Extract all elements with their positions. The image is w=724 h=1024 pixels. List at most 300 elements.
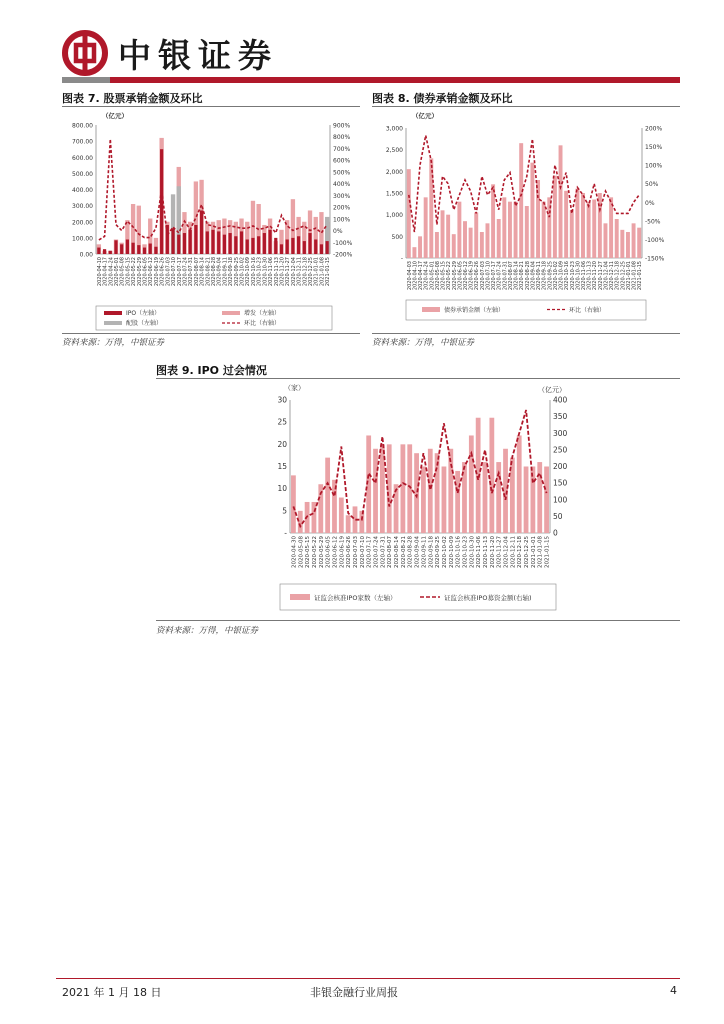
- footer-title: 非银金融行业周报: [310, 986, 398, 999]
- bond-bar: [530, 163, 534, 258]
- ipo-bar: [206, 231, 209, 254]
- x-tick-label: 2020-12-18: [614, 261, 621, 291]
- left-tick-label: -: [284, 528, 287, 538]
- x-tick-label: 2020-05-08: [434, 261, 441, 291]
- x-tick-label: 2020-12-18: [517, 536, 524, 568]
- x-tick-label: 2020-08-14: [513, 261, 520, 291]
- fig7-source: 资料来源：万得，中银证券: [62, 338, 165, 348]
- x-tick-label: 2020-06-26: [346, 536, 353, 568]
- x-tick-label: 2020-07-24: [182, 257, 189, 287]
- ipo-count-bar: [401, 444, 406, 533]
- x-tick-label: 2020-10-02: [552, 261, 559, 291]
- x-tick-label: 2020-12-11: [296, 257, 303, 287]
- x-tick-label: 2020-10-23: [462, 536, 469, 568]
- left-tick-label: 500.00: [72, 170, 93, 178]
- bond-bar: [514, 202, 518, 258]
- bond-bar: [480, 232, 484, 258]
- x-tick-label: 2020-05-08: [298, 536, 305, 568]
- x-tick-label: 2020-07-24: [496, 261, 503, 291]
- ipo-count-bar: [489, 418, 494, 533]
- bond-bar: [412, 247, 416, 258]
- ipo-bar: [189, 230, 192, 254]
- right-tick-label: 100%: [333, 216, 351, 224]
- left-tick-label: 200.00: [72, 219, 93, 227]
- x-tick-label: 2020-11-27: [285, 257, 292, 287]
- ipo-bar: [211, 230, 214, 254]
- ipo-bar: [126, 239, 129, 254]
- bond-bar: [637, 228, 641, 258]
- bond-bar: [592, 200, 596, 259]
- x-tick-label: 2020-05-15: [125, 257, 132, 287]
- x-tick-label: 2020-08-28: [524, 261, 531, 291]
- right-tick-label: 50%: [645, 181, 659, 189]
- x-tick-label: 2020-06-05: [142, 257, 149, 287]
- x-tick-label: 2020-05-22: [446, 261, 453, 291]
- legend-ipo-label: IPO（左轴）: [126, 310, 161, 317]
- left-tick-label: 800.00: [72, 122, 93, 130]
- ipo-bar: [143, 248, 146, 254]
- x-tick-label: 2021-01-08: [631, 261, 638, 291]
- left-tick-label: 25: [277, 417, 287, 427]
- left-tick-label: 500: [391, 233, 403, 241]
- x-tick-label: 2020-07-17: [366, 536, 373, 568]
- x-tick-label: 2020-07-10: [171, 257, 178, 287]
- fig7-source-rule: [62, 333, 360, 334]
- footer-rule: [56, 978, 680, 979]
- bond-bar: [525, 206, 529, 258]
- x-tick-label: 2020-12-18: [302, 257, 309, 287]
- right-tick-label: 100: [553, 495, 568, 505]
- x-tick-label: 2020-10-16: [564, 261, 571, 291]
- right-tick-label: 150%: [645, 144, 663, 152]
- bond-bar: [457, 202, 461, 258]
- right-tick-label: 300: [553, 428, 568, 438]
- ipo-count-bar: [339, 498, 344, 533]
- ipo-bar: [268, 230, 271, 254]
- ipo-bar: [103, 249, 106, 254]
- right-tick-label: 100%: [645, 162, 663, 170]
- x-tick-label: 2020-05-15: [440, 261, 447, 291]
- x-tick-label: 2020-04-24: [423, 261, 430, 291]
- fig8-title-rule: [372, 106, 680, 107]
- legend-qoq-label: 环比（右轴）: [569, 307, 606, 314]
- x-tick-label: 2020-05-22: [311, 536, 318, 568]
- fig9-title-rule: [156, 378, 680, 379]
- left-tick-label: 600.00: [72, 154, 93, 162]
- bond-bar: [604, 223, 608, 258]
- left-tick-label: 10: [277, 484, 287, 494]
- x-tick-label: 2020-12-04: [290, 257, 297, 287]
- left-tick-label: 3,000: [385, 125, 403, 133]
- x-tick-label: 2020-07-10: [485, 261, 492, 291]
- x-tick-label: 2020-07-03: [353, 536, 359, 568]
- right-tick-label: 400%: [333, 181, 351, 189]
- ipo-bar: [251, 238, 254, 254]
- right-tick-label: 300%: [333, 192, 351, 200]
- bond-bar: [587, 202, 591, 258]
- x-tick-label: 2020-09-04: [216, 257, 223, 287]
- bond-bar: [429, 158, 433, 258]
- legend-count-label: 证监会核准IPO家数（左轴）: [314, 594, 397, 602]
- left-tick-label: 5: [282, 506, 287, 516]
- right-tick-label: 200: [553, 462, 568, 471]
- x-tick-label: 2020-05-22: [131, 257, 138, 287]
- x-tick-label: 2020-05-29: [451, 261, 458, 291]
- bond-bar: [519, 143, 523, 258]
- right-tick-label: 0%: [333, 228, 343, 236]
- right-tick-label: 800%: [333, 134, 351, 142]
- left-tick-label: 100.00: [72, 235, 93, 243]
- x-tick-label: 2020-07-10: [359, 536, 366, 568]
- ipo-count-bar: [346, 515, 351, 533]
- x-tick-label: 2020-05-01: [113, 257, 120, 287]
- fig8-title: 图表 8. 债券承销金额及环比: [372, 92, 513, 105]
- fig9-chart: [260, 380, 580, 620]
- x-tick-label: 2020-09-18: [228, 257, 235, 287]
- ipo-count-bar: [407, 444, 412, 533]
- x-tick-label: 2021-01-08: [319, 257, 326, 287]
- right-tick-label: -50%: [645, 218, 661, 226]
- bond-bar: [418, 236, 422, 258]
- x-tick-label: 2020-12-04: [603, 261, 610, 291]
- x-tick-label: 2020-10-09: [245, 257, 252, 287]
- right-tick-label: 900%: [333, 122, 351, 130]
- x-tick-label: 2020-10-16: [455, 536, 462, 568]
- fig9-source-rule: [156, 620, 680, 621]
- x-tick-label: 2020-06-19: [468, 261, 475, 291]
- x-tick-label: 2020-06-19: [153, 257, 160, 287]
- x-tick-label: 2020-08-28: [211, 257, 217, 287]
- ipo-count-bar: [291, 475, 296, 533]
- ipo-count-bar: [373, 449, 378, 533]
- legend-placement-swatch: [222, 311, 240, 315]
- left-tick-label: -: [400, 255, 403, 263]
- x-tick-label: 2020-09-25: [435, 536, 442, 568]
- bond-bar: [632, 223, 636, 258]
- bond-bar: [553, 176, 557, 258]
- ipo-count-bar: [544, 467, 549, 534]
- x-tick-label: 2020-09-11: [222, 257, 229, 287]
- legend-placement-label: 增发（左轴）: [244, 310, 281, 317]
- ipo-bar: [223, 235, 226, 254]
- left-tick-label: 300.00: [72, 203, 93, 211]
- x-tick-label: 2020-06-12: [463, 261, 469, 291]
- ipo-count-bar: [537, 462, 542, 533]
- legend-qoq-label: 环比（右轴）: [244, 320, 281, 327]
- ipo-bar: [303, 241, 306, 254]
- ipo-bar: [246, 239, 249, 254]
- x-tick-label: 2020-11-06: [268, 257, 275, 287]
- legend-amount-label: 债券承销金额（左轴）: [444, 307, 505, 314]
- x-tick-label: 2020-11-13: [483, 536, 489, 568]
- legend-amount-swatch: [422, 307, 440, 312]
- x-tick-label: 2020-05-15: [305, 536, 312, 568]
- bond-bar: [581, 193, 585, 258]
- x-tick-label: 2020-04-10: [412, 261, 419, 291]
- legend-convertible-swatch: [104, 321, 122, 325]
- x-tick-label: 2020-07-03: [479, 261, 486, 291]
- brand-name: 中银证券: [118, 36, 278, 75]
- x-tick-label: 2020-05-29: [136, 257, 143, 287]
- x-tick-label: 2020-07-31: [188, 257, 195, 287]
- ipo-bar: [114, 240, 117, 254]
- x-tick-label: 2020-10-09: [448, 536, 455, 568]
- right-tick-label: 500%: [333, 169, 351, 177]
- ipo-bar: [120, 244, 123, 254]
- left-tick-label: 20: [277, 439, 287, 449]
- fig8-legend-box: [406, 300, 646, 320]
- x-tick-label: 2020-05-01: [429, 261, 436, 291]
- x-tick-label: 2020-06-26: [159, 257, 166, 287]
- x-tick-label: 2020-06-05: [325, 536, 332, 568]
- x-tick-label: 2020-11-27: [496, 536, 503, 568]
- bond-bar: [497, 219, 501, 258]
- x-tick-label: 2020-04-30: [291, 536, 298, 568]
- x-tick-label: 2020-10-09: [558, 261, 565, 291]
- right-tick-label: 150: [553, 478, 568, 488]
- x-tick-label: 2020-07-17: [491, 261, 498, 291]
- bond-bar: [424, 197, 428, 258]
- ipo-bar: [177, 235, 180, 254]
- ipo-count-bar: [428, 449, 433, 533]
- x-tick-label: 2020-09-04: [530, 261, 537, 291]
- footer-date: 2021 年 1 月 18 日: [62, 986, 162, 999]
- right-tick-label: 600%: [333, 157, 351, 165]
- x-tick-label: 2020-09-11: [536, 261, 543, 291]
- x-tick-label: 2021-01-01: [313, 257, 320, 287]
- ipo-bar: [308, 233, 311, 254]
- x-tick-label: 2020-10-02: [239, 257, 246, 287]
- x-tick-label: 2020-10-30: [469, 536, 476, 568]
- x-tick-label: 2020-11-27: [597, 261, 604, 291]
- x-tick-label: 2020-08-07: [387, 536, 394, 568]
- x-tick-label: 2020-10-02: [441, 536, 448, 568]
- right-tick-label: 250: [553, 445, 568, 455]
- bond-bar: [463, 221, 467, 258]
- x-tick-label: 2020-05-08: [119, 257, 126, 287]
- fig9-unit-right: （亿元）: [538, 386, 566, 394]
- ipo-bar: [263, 233, 266, 254]
- fig9-source: 资料来源：万得，中银证券: [156, 626, 259, 636]
- left-tick-label: 1,500: [385, 190, 403, 198]
- bond-bar: [441, 210, 445, 258]
- x-tick-label: 2020-07-24: [373, 536, 380, 568]
- right-tick-label: 350: [553, 412, 568, 422]
- ipo-bar: [194, 225, 197, 254]
- x-tick-label: 2020-12-11: [510, 536, 517, 568]
- x-tick-label: 2020-09-18: [541, 261, 548, 291]
- right-tick-label: -100%: [333, 239, 353, 247]
- x-tick-label: 2020-09-11: [421, 536, 428, 568]
- bond-bar: [620, 230, 624, 258]
- x-tick-label: 2020-08-07: [507, 261, 514, 291]
- right-tick-label: -150%: [645, 255, 665, 263]
- brand-logo-icon: [62, 30, 108, 76]
- ipo-bar: [183, 233, 186, 254]
- fig8-source: 资料来源：万得，中银证券: [372, 338, 475, 348]
- legend-convertible-label: 配股（左轴）: [126, 320, 163, 327]
- ipo-bar: [97, 248, 100, 254]
- bond-bar: [446, 215, 450, 258]
- bond-bar: [474, 213, 478, 259]
- right-tick-label: 0: [553, 528, 558, 538]
- left-tick-label: 30: [277, 395, 287, 405]
- fig9-unit-left: （家）: [284, 384, 305, 392]
- x-tick-label: 2020-11-20: [489, 536, 496, 568]
- x-tick-label: 2020-08-14: [199, 257, 206, 287]
- left-tick-label: 1,000: [385, 212, 403, 220]
- ipo-bar: [291, 238, 294, 254]
- left-tick-label: 15: [277, 462, 287, 471]
- ipo-bar: [326, 241, 329, 254]
- x-tick-label: 2020-11-06: [476, 536, 483, 568]
- x-tick-label: 2020-07-31: [380, 536, 387, 568]
- ipo-bar: [286, 239, 289, 254]
- ipo-bar: [217, 231, 220, 254]
- bond-bar: [564, 191, 568, 258]
- ipo-bar: [314, 239, 317, 254]
- x-tick-label: 2020-10-16: [250, 257, 257, 287]
- ipo-bar: [131, 243, 134, 254]
- ipo-count-bar: [414, 453, 419, 533]
- legend-ipo-swatch: [104, 311, 122, 315]
- ipo-count-bar: [442, 467, 447, 534]
- ipo-count-bar: [517, 435, 522, 533]
- ipo-amount-line: [293, 410, 546, 526]
- ipo-count-bar: [298, 511, 303, 533]
- ipo-bar: [200, 210, 203, 254]
- x-tick-label: 2020-08-21: [205, 257, 212, 287]
- right-tick-label: 0%: [645, 199, 655, 207]
- ipo-bar: [171, 228, 174, 254]
- right-tick-label: 200%: [645, 125, 663, 133]
- x-tick-label: 2020-09-25: [547, 261, 554, 291]
- bond-bar: [452, 234, 456, 258]
- ipo-bar: [109, 251, 112, 254]
- x-tick-label: 2020-05-29: [318, 536, 325, 568]
- bond-bar: [598, 193, 602, 258]
- ipo-bar: [320, 244, 323, 254]
- ipo-bar: [257, 236, 260, 254]
- fig7-title-rule: [62, 106, 360, 107]
- legend-amount-label: 证监会核准IPO募资金额(右轴): [444, 594, 532, 602]
- bond-bar: [508, 202, 512, 258]
- x-tick-label: 2021-01-15: [637, 261, 644, 291]
- x-tick-label: 2020-08-14: [394, 536, 401, 568]
- bond-bar: [486, 223, 490, 258]
- ipo-bar: [240, 231, 243, 254]
- left-tick-label: 2,500: [385, 147, 403, 155]
- x-tick-label: 2021-01-15: [325, 257, 332, 287]
- right-tick-label: -100%: [645, 236, 665, 244]
- left-tick-label: 2,000: [385, 168, 403, 176]
- header-rule-grey: [62, 77, 110, 83]
- bond-bar: [575, 189, 579, 258]
- ipo-bar: [137, 245, 140, 254]
- bond-bar: [469, 228, 473, 258]
- right-tick-label: 700%: [333, 145, 351, 153]
- x-tick-label: 2020-12-04: [503, 536, 510, 568]
- x-tick-label: 2020-06-26: [474, 261, 481, 291]
- x-tick-label: 2021-01-15: [544, 536, 551, 568]
- bond-bar: [435, 232, 439, 258]
- ipo-count-bar: [483, 462, 488, 533]
- fig7-unit: （亿元）: [102, 112, 128, 120]
- header-rule-red: [110, 77, 680, 83]
- fig9-title: 图表 9. IPO 过会情况: [156, 364, 267, 377]
- bond-bar: [559, 145, 563, 258]
- x-tick-label: 2020-06-12: [148, 257, 155, 287]
- right-tick-label: 50: [553, 511, 563, 521]
- x-tick-label: 2020-07-31: [502, 261, 509, 291]
- bond-bar: [407, 169, 411, 258]
- left-tick-label: 700.00: [72, 138, 93, 146]
- x-tick-label: 2020-11-06: [581, 261, 587, 291]
- ipo-bar: [154, 247, 157, 254]
- ipo-count-bar: [455, 471, 460, 533]
- x-tick-label: 2020-04-03: [406, 261, 413, 291]
- x-tick-label: 2020-10-30: [262, 257, 269, 287]
- x-tick-label: 2020-04-17: [102, 257, 109, 287]
- fig8-source-rule: [372, 333, 680, 334]
- ipo-count-bar: [312, 502, 317, 533]
- x-tick-label: 2020-04-10: [96, 257, 103, 287]
- x-tick-label: 2020-06-19: [339, 536, 346, 568]
- ipo-count-bar: [524, 467, 529, 534]
- x-tick-label: 2020-07-03: [165, 257, 172, 287]
- x-tick-label: 2020-09-04: [414, 536, 421, 568]
- x-tick-label: 2020-11-13: [586, 261, 593, 291]
- x-tick-label: 2020-08-28: [407, 536, 414, 568]
- x-tick-label: 2020-11-20: [279, 257, 286, 287]
- x-tick-label: 2020-06-05: [457, 261, 464, 291]
- x-tick-label: 2020-10-30: [575, 261, 582, 291]
- x-tick-label: 2020-12-25: [620, 261, 627, 291]
- x-tick-label: 2021-01-01: [625, 261, 632, 291]
- left-tick-label: 0.00: [79, 251, 93, 259]
- x-tick-label: 2020-08-21: [519, 261, 526, 291]
- fig8-chart: [372, 108, 680, 336]
- x-tick-label: 2020-12-11: [609, 261, 616, 291]
- ipo-bar: [149, 244, 152, 254]
- ipo-bar: [274, 238, 277, 254]
- x-tick-label: 2020-07-17: [176, 257, 183, 287]
- x-tick-label: 2020-09-25: [233, 257, 240, 287]
- x-tick-label: 2020-09-18: [428, 536, 435, 568]
- ipo-bar: [234, 236, 237, 254]
- ipo-count-bar: [469, 435, 474, 533]
- x-tick-label: 2021-01-08: [537, 536, 544, 568]
- x-tick-label: 2020-08-07: [193, 257, 200, 287]
- x-tick-label: 2020-04-24: [108, 257, 115, 287]
- x-tick-label: 2020-12-25: [524, 536, 531, 568]
- right-tick-label: -200%: [333, 251, 353, 259]
- bond-bar: [502, 197, 506, 258]
- x-tick-label: 2020-11-13: [273, 257, 280, 287]
- ipo-count-bar: [325, 458, 330, 533]
- bond-bar: [626, 232, 630, 258]
- left-tick-label: 400.00: [72, 187, 93, 194]
- fig8-unit: （亿元）: [412, 112, 438, 120]
- bond-bar: [615, 219, 619, 258]
- x-tick-label: 2020-06-12: [332, 536, 339, 568]
- ipo-count-bar: [421, 467, 426, 534]
- x-tick-label: 2020-11-20: [592, 261, 599, 291]
- ipo-bar: [166, 225, 169, 254]
- bond-bar: [542, 202, 546, 258]
- x-tick-label: 2020-12-25: [308, 257, 315, 287]
- x-tick-label: 2021-01-01: [530, 536, 537, 568]
